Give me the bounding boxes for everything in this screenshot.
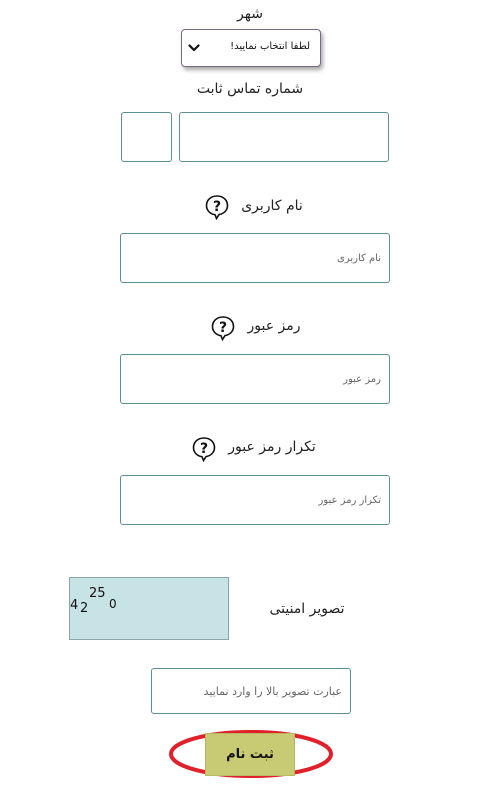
captcha-digit: 25	[89, 586, 106, 601]
city-label: شهر	[237, 6, 263, 22]
chevron-down-icon	[188, 43, 200, 53]
captcha-input[interactable]	[151, 668, 351, 714]
password-input[interactable]	[120, 354, 390, 404]
register-button[interactable]: ثبت نام	[205, 733, 295, 776]
svg-text:?: ?	[218, 320, 228, 336]
svg-text:?: ?	[199, 441, 209, 457]
svg-text:?: ?	[212, 199, 222, 215]
question-bubble-icon[interactable]	[191, 436, 217, 462]
landline-label: شماره تماس ثابت	[196, 81, 304, 97]
password-label: رمز عبور	[247, 318, 301, 334]
city-select[interactable]	[181, 29, 321, 67]
password-repeat-label: تکرار رمز عبور	[228, 439, 316, 455]
captcha-image	[69, 577, 229, 640]
landline-number-input[interactable]	[179, 112, 389, 162]
city-select-value: لطفا انتخاب نمایید!	[230, 41, 310, 52]
question-bubble-icon[interactable]	[210, 315, 236, 341]
question-bubble-icon[interactable]	[204, 194, 230, 220]
captcha-digit: 0	[109, 597, 117, 611]
username-input[interactable]	[120, 233, 390, 283]
captcha-digit: 2	[80, 601, 89, 616]
captcha-label: تصویر امنیتی	[269, 601, 345, 617]
landline-area-code-input[interactable]	[121, 112, 172, 162]
captcha-digit: 4	[70, 598, 79, 613]
username-label: نام کاربری	[241, 198, 303, 214]
password-repeat-input[interactable]	[120, 475, 390, 525]
